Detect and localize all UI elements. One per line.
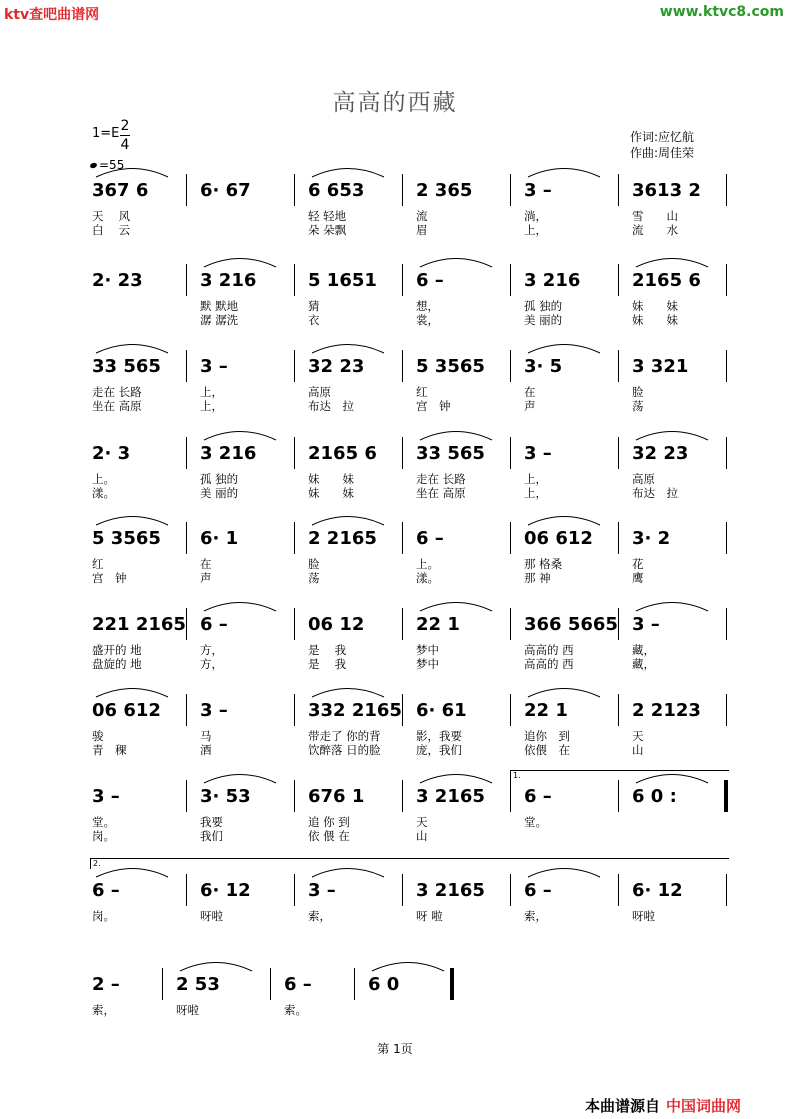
measure-notes: 3 2165 <box>416 786 485 807</box>
score-system <box>0 771 790 868</box>
bar-line <box>510 437 511 469</box>
lyric-verse-2: 坐在 高原 <box>92 399 142 413</box>
lyric-verse-2: 藏， <box>632 657 655 671</box>
slur-curve <box>204 603 276 612</box>
lyric-verse-2: 依 偎 在 <box>308 829 350 843</box>
bar-line <box>510 694 511 726</box>
measure-notes: 2 – <box>92 974 120 995</box>
bar-line <box>402 437 403 469</box>
slur-curve <box>528 869 600 878</box>
slur-mark <box>524 514 604 526</box>
measure-notes: 6 – <box>200 614 228 635</box>
source-label: 本曲谱源自 <box>585 1097 661 1115</box>
lyric-verse-1: 想， <box>416 299 439 313</box>
measure-notes: 3 216 <box>200 270 257 291</box>
measure-notes: 6 0 <box>368 974 400 995</box>
volta-1: 1. <box>510 770 729 781</box>
measure-notes: 22 1 <box>524 700 568 721</box>
slur-mark <box>92 166 172 178</box>
slur-curve <box>180 963 252 972</box>
score-system <box>0 262 790 352</box>
measure-notes: 6 653 <box>308 180 365 201</box>
lyric-verse-2: 流 水 <box>632 223 678 237</box>
slur-curve <box>528 169 600 178</box>
measure-notes: 2 365 <box>416 180 473 201</box>
lyric-verse-1: 轻 轻地 <box>308 209 347 223</box>
slur-curve <box>636 259 708 268</box>
slur-curve <box>636 432 708 441</box>
bar-line <box>294 694 295 726</box>
measure-notes: 2· 3 <box>92 443 131 464</box>
lyric-verse-1: 孤 独的 <box>200 472 239 486</box>
measure-notes: 6 – <box>284 974 312 995</box>
watermark-right: www.ktvc8.com <box>659 4 784 20</box>
lyric-verse-1: 带走了 你的背 <box>308 729 381 743</box>
lyric-verse-2: 上， <box>524 486 547 500</box>
measure-notes: 2· 23 <box>92 270 143 291</box>
repeat-end-barline <box>724 780 728 812</box>
slur-mark <box>308 514 388 526</box>
bar-line <box>294 522 295 554</box>
slur-curve <box>420 259 492 268</box>
lyric-verse-1: 索， <box>308 909 331 923</box>
measure-notes: 3· 5 <box>524 356 563 377</box>
lyric-verse-2: 上， <box>200 399 223 413</box>
lyric-verse-1: 天 <box>416 815 428 829</box>
measure-notes: 366 5665 <box>524 614 618 635</box>
measure-notes: 6· 12 <box>632 880 683 901</box>
bar-line <box>618 780 619 812</box>
measure-notes: 3 – <box>92 786 120 807</box>
measure-notes: 32 23 <box>308 356 365 377</box>
lyric-verse-1: 走在 长路 <box>416 472 466 486</box>
slur-curve <box>204 259 276 268</box>
bar-line <box>186 694 187 726</box>
meter-divider <box>120 135 130 136</box>
bar-line <box>726 350 727 382</box>
measure-notes: 221 2165 <box>92 614 186 635</box>
measure-notes: 3 – <box>200 356 228 377</box>
lyric-verse-1: 孤 独的 <box>524 299 563 313</box>
lyric-verse-1: 追 你 到 <box>308 815 350 829</box>
lyric-verse-2: 布达 拉 <box>308 399 354 413</box>
bar-line <box>726 608 727 640</box>
lyric-verse-1: 追你 到 <box>524 729 570 743</box>
lyric-verse-2: 声 <box>524 399 536 413</box>
lyric-verse-2: 美 丽的 <box>524 313 563 327</box>
lyric-verse-1: 上， <box>200 385 223 399</box>
score-system <box>0 435 790 525</box>
slur-curve <box>312 169 384 178</box>
slur-curve <box>420 603 492 612</box>
bar-line <box>726 264 727 296</box>
bar-line <box>402 874 403 906</box>
slur-curve <box>420 775 492 784</box>
slur-curve <box>312 689 384 698</box>
lyric-verse-1: 藏， <box>632 643 655 657</box>
meter-bottom: 4 <box>120 137 130 153</box>
score-system <box>0 692 790 782</box>
key-signature: 1=E <box>92 126 120 141</box>
measure-notes: 6· 12 <box>200 880 251 901</box>
bar-line <box>510 522 511 554</box>
lyric-verse-1: 红 <box>92 557 104 571</box>
bar-line <box>510 874 511 906</box>
slur-mark <box>92 686 172 698</box>
lyric-verse-1: 呀啦 <box>176 1003 199 1017</box>
slur-curve <box>312 517 384 526</box>
lyric-verse-2: 山 <box>416 829 428 843</box>
lyric-verse-2: 山 <box>632 743 644 757</box>
slur-mark <box>524 686 604 698</box>
lyric-verse-2: 那 神 <box>524 571 551 585</box>
measure-notes: 332 2165 <box>308 700 402 721</box>
slur-mark <box>200 256 280 268</box>
slur-curve <box>372 963 444 972</box>
bar-line <box>294 174 295 206</box>
lyric-verse-1: 淌， <box>524 209 547 223</box>
bar-line <box>726 874 727 906</box>
bar-line <box>618 437 619 469</box>
lyric-verse-2: 眉 <box>416 223 428 237</box>
slur-mark <box>308 342 388 354</box>
bar-line <box>186 264 187 296</box>
measure-notes: 2165 6 <box>632 270 701 291</box>
lyric-verse-2: 妹 妹 <box>632 313 678 327</box>
lyric-verse-1: 流 <box>416 209 428 223</box>
slur-mark <box>524 342 604 354</box>
slur-mark <box>200 429 280 441</box>
slur-curve <box>96 689 168 698</box>
slur-curve <box>96 345 168 354</box>
lyricist-credit: 作词:应忆航 <box>630 130 695 144</box>
measure-notes: 2 2123 <box>632 700 701 721</box>
lyric-verse-2: 漾。 <box>92 486 115 500</box>
slur-curve <box>636 603 708 612</box>
lyric-verse-1: 天 <box>632 729 644 743</box>
lyric-verse-2: 妹 妹 <box>308 486 354 500</box>
score-system <box>0 606 790 696</box>
bar-line <box>618 350 619 382</box>
meter-top: 2 <box>120 118 130 134</box>
bar-line <box>618 174 619 206</box>
lyric-verse-1: 花 <box>632 557 644 571</box>
slur-mark <box>368 960 448 972</box>
measure-notes: 3 – <box>632 614 660 635</box>
slur-mark <box>200 600 280 612</box>
slur-mark <box>92 514 172 526</box>
measure-notes: 676 1 <box>308 786 365 807</box>
score-system <box>0 172 790 262</box>
bar-line <box>510 174 511 206</box>
bar-line <box>294 874 295 906</box>
lyric-verse-1: 走在 长路 <box>92 385 142 399</box>
measure-notes: 3 – <box>308 880 336 901</box>
lyric-verse-2: 潺 潺洗 <box>200 313 239 327</box>
lyric-verse-1: 天 风 <box>92 209 131 223</box>
lyric-verse-2: 布达 拉 <box>632 486 678 500</box>
time-signature <box>120 118 130 153</box>
lyric-verse-1: 索， <box>92 1003 115 1017</box>
lyric-verse-1: 是 我 <box>308 643 347 657</box>
measure-notes: 6 – <box>92 880 120 901</box>
lyric-verse-1: 高原 <box>308 385 331 399</box>
lyric-verse-1: 我要 <box>200 815 223 829</box>
lyric-verse-1: 在 <box>524 385 536 399</box>
bar-line <box>402 264 403 296</box>
bar-line <box>270 968 271 1000</box>
lyric-verse-2: 坐在 高原 <box>416 486 466 500</box>
measure-notes: 3 2165 <box>416 880 485 901</box>
lyric-verse-1: 方， <box>200 643 223 657</box>
lyric-verse-2: 依偎 在 <box>524 743 570 757</box>
measure-notes: 2 53 <box>176 974 220 995</box>
bar-line <box>402 608 403 640</box>
score-system <box>0 520 790 610</box>
measure-notes: 6 – <box>524 880 552 901</box>
bar-line <box>510 264 511 296</box>
lyric-verse-2: 梦中 <box>416 657 439 671</box>
bar-line <box>294 780 295 812</box>
lyric-verse-1: 上。 <box>92 472 115 486</box>
bar-line <box>618 874 619 906</box>
lyric-verse-1: 影，我要 <box>416 729 462 743</box>
bar-line <box>510 350 511 382</box>
lyric-verse-2: 鹰 <box>632 571 644 585</box>
lyric-verse-1: 上。 <box>416 557 439 571</box>
lyric-verse-2: 宫 钟 <box>416 399 451 413</box>
lyric-verse-1: 呀啦 <box>632 909 655 923</box>
measure-notes: 32 23 <box>632 443 689 464</box>
slur-mark <box>308 166 388 178</box>
slur-mark <box>416 256 496 268</box>
slur-mark <box>176 960 256 972</box>
slur-curve <box>312 869 384 878</box>
measure-notes: 6· 61 <box>416 700 467 721</box>
lyric-verse-2: 上， <box>524 223 547 237</box>
bar-line <box>186 874 187 906</box>
measure-notes: 6 0 : <box>632 786 677 807</box>
lyric-verse-1: 堂。 <box>92 815 115 829</box>
bar-line <box>726 174 727 206</box>
lyric-verse-2: 酒 <box>200 743 212 757</box>
lyric-verse-2: 宫 钟 <box>92 571 127 585</box>
slur-curve <box>204 432 276 441</box>
slur-mark <box>632 600 712 612</box>
measure-notes: 6 – <box>524 786 552 807</box>
final-barline <box>450 968 454 1000</box>
measure-notes: 6· 67 <box>200 180 251 201</box>
lyric-verse-1: 雪 山 <box>632 209 678 223</box>
bar-line <box>726 522 727 554</box>
measure-notes: 6 – <box>416 528 444 549</box>
lyric-verse-2: 方， <box>200 657 223 671</box>
measure-notes: 2 2165 <box>308 528 377 549</box>
measure-notes: 3· 2 <box>632 528 671 549</box>
source-site: 中国词曲网 <box>666 1097 742 1115</box>
bar-line <box>294 608 295 640</box>
bar-line <box>162 968 163 1000</box>
bar-line <box>618 608 619 640</box>
lyric-verse-1: 梦中 <box>416 643 439 657</box>
slur-mark <box>200 772 280 784</box>
measure-notes: 22 1 <box>416 614 460 635</box>
bar-line <box>510 608 511 640</box>
bar-line <box>726 437 727 469</box>
score-system <box>0 859 790 962</box>
source-footer <box>585 1095 741 1116</box>
lyric-verse-2: 饮醉落 日的脸 <box>308 743 381 757</box>
slur-mark <box>416 772 496 784</box>
lyric-verse-2: 白 云 <box>92 223 131 237</box>
bar-line <box>294 350 295 382</box>
lyric-verse-1: 默 默地 <box>200 299 239 313</box>
slur-curve <box>96 169 168 178</box>
bar-line <box>354 968 355 1000</box>
measure-notes: 06 12 <box>308 614 365 635</box>
lyric-verse-2: 漾。 <box>416 571 439 585</box>
slur-mark <box>416 429 496 441</box>
bar-line <box>294 437 295 469</box>
lyric-verse-2: 是 我 <box>308 657 347 671</box>
measure-notes: 33 565 <box>92 356 161 377</box>
measure-notes: 3 – <box>524 443 552 464</box>
slur-curve <box>96 869 168 878</box>
score-system <box>0 348 790 438</box>
slur-mark <box>308 686 388 698</box>
lyric-verse-1: 妹 妹 <box>632 299 678 313</box>
lyric-verse-1: 妹 妹 <box>308 472 354 486</box>
bar-line <box>186 174 187 206</box>
page-number: 第 1页 <box>377 1042 413 1056</box>
lyric-verse-2: 美 丽的 <box>200 486 239 500</box>
slur-mark <box>632 256 712 268</box>
measure-notes: 3613 2 <box>632 180 701 201</box>
lyric-verse-1: 那 格桑 <box>524 557 563 571</box>
measure-notes: 367 6 <box>92 180 149 201</box>
lyric-verse-2: 庞，我们 <box>416 743 462 757</box>
lyric-verse-2: 盘旋的 地 <box>92 657 142 671</box>
bar-line <box>510 780 511 812</box>
measure-notes: 5 1651 <box>308 270 377 291</box>
measure-notes: 3· 53 <box>200 786 251 807</box>
bar-line <box>186 608 187 640</box>
volta-2: 2. <box>90 858 729 869</box>
slur-curve <box>528 345 600 354</box>
bar-line <box>402 780 403 812</box>
bar-line <box>186 522 187 554</box>
lyric-verse-2: 我们 <box>200 829 223 843</box>
measure-notes: 06 612 <box>524 528 593 549</box>
lyric-verse-1: 岗。 <box>92 909 115 923</box>
bar-line <box>186 350 187 382</box>
lyric-verse-2: 高高的 西 <box>524 657 574 671</box>
lyric-verse-2: 裳， <box>416 313 439 327</box>
measure-notes: 6· 1 <box>200 528 239 549</box>
slur-curve <box>96 517 168 526</box>
measure-notes: 3 321 <box>632 356 689 377</box>
bar-line <box>726 694 727 726</box>
measure-notes: 5 3565 <box>416 356 485 377</box>
slur-curve <box>312 345 384 354</box>
song-title: 高高的西藏 <box>332 90 458 116</box>
measure-notes: 3 216 <box>524 270 581 291</box>
lyric-verse-1: 呀 啦 <box>416 909 443 923</box>
measure-notes: 2165 6 <box>308 443 377 464</box>
slur-mark <box>632 429 712 441</box>
lyric-verse-1: 在 <box>200 557 212 571</box>
measure-notes: 3 216 <box>200 443 257 464</box>
lyric-verse-1: 骏 <box>92 729 104 743</box>
lyric-verse-2: 荡 <box>308 571 320 585</box>
measure-notes: 06 612 <box>92 700 161 721</box>
slur-curve <box>528 689 600 698</box>
bar-line <box>402 522 403 554</box>
bar-line <box>618 694 619 726</box>
bar-line <box>294 264 295 296</box>
lyric-verse-1: 高原 <box>632 472 655 486</box>
lyric-verse-1: 猜 <box>308 299 320 313</box>
bar-line <box>186 437 187 469</box>
lyric-verse-1: 呀啦 <box>200 909 223 923</box>
lyric-verse-1: 盛开的 地 <box>92 643 142 657</box>
measure-notes: 3 – <box>524 180 552 201</box>
lyric-verse-1: 脸 <box>632 385 644 399</box>
slur-curve <box>420 432 492 441</box>
slur-mark <box>416 600 496 612</box>
bar-line <box>402 694 403 726</box>
lyric-verse-2: 衣 <box>308 313 320 327</box>
slur-mark <box>524 166 604 178</box>
lyric-verse-1: 堂。 <box>524 815 547 829</box>
slur-curve <box>204 775 276 784</box>
watermark-left: ktv查吧曲谱网 <box>4 7 100 23</box>
lyric-verse-2: 声 <box>200 571 212 585</box>
lyric-verse-2: 朵 朵飘 <box>308 223 347 237</box>
measure-notes: 33 565 <box>416 443 485 464</box>
lyric-verse-1: 脸 <box>308 557 320 571</box>
bar-line <box>186 780 187 812</box>
measure-notes: 6 – <box>416 270 444 291</box>
lyric-verse-2: 岗。 <box>92 829 115 843</box>
composer-credit: 作曲:周佳荣 <box>630 146 695 160</box>
measure-notes: 3 – <box>200 700 228 721</box>
bar-line <box>402 174 403 206</box>
bar-line <box>402 350 403 382</box>
lyric-verse-1: 索， <box>524 909 547 923</box>
measure-notes: 5 3565 <box>92 528 161 549</box>
bar-line <box>618 264 619 296</box>
lyric-verse-2: 荡 <box>632 399 644 413</box>
lyric-verse-2: 青 稞 <box>92 743 127 757</box>
lyric-verse-1: 马 <box>200 729 212 743</box>
slur-curve <box>528 517 600 526</box>
slur-mark <box>92 342 172 354</box>
tempo-value: =55 <box>99 158 125 172</box>
lyric-verse-1: 高高的 西 <box>524 643 574 657</box>
bar-line <box>618 522 619 554</box>
lyric-verse-1: 索。 <box>284 1003 307 1017</box>
lyric-verse-1: 上， <box>524 472 547 486</box>
lyric-verse-1: 红 <box>416 385 428 399</box>
